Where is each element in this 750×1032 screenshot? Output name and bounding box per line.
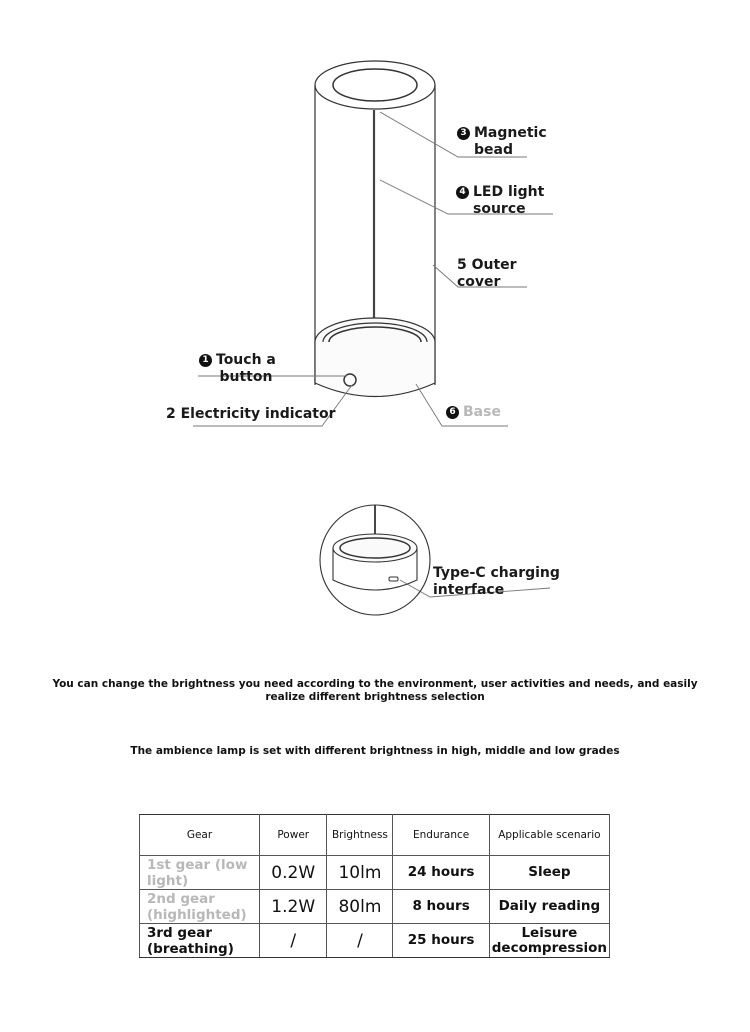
gear-cell: 2nd gear (highlighted)	[140, 890, 260, 924]
power-cell: /	[260, 924, 327, 958]
callout-label: Magnetic bead	[474, 125, 547, 158]
callout-base	[446, 404, 516, 421]
gear-cell: 3rd gear (breathing)	[140, 924, 260, 958]
brightness-description: You can change the brightness you need according to the environment, user activities and needs, and easily realize different brightness selection	[52, 678, 698, 703]
table-header-row	[140, 815, 610, 856]
endurance-cell: 25 hours	[393, 924, 489, 958]
callout-outer-cover	[457, 257, 557, 291]
power-cell: 0.2W	[260, 856, 327, 890]
table-row	[140, 890, 610, 924]
table-row	[140, 924, 610, 958]
scenario-cell: Sleep	[489, 856, 609, 890]
grades-description: The ambience lamp is set with different brightness in high, middle and low grades	[130, 745, 620, 757]
brightness-spec-table	[139, 814, 610, 958]
callout-label: Type-C charging interface	[433, 565, 560, 598]
callout-number-badge: 6	[446, 406, 459, 419]
lamp-illustration	[315, 61, 435, 397]
scenario-cell: Leisure decompression	[489, 924, 609, 958]
callout-touch-button	[199, 352, 309, 386]
endurance-cell: 24 hours	[393, 856, 489, 890]
callout-electricity-indicator	[166, 406, 346, 423]
callout-led-light-source	[456, 184, 566, 218]
gear-cell: 1st gear (low light)	[140, 856, 260, 890]
header-brightness: Brightness	[327, 815, 393, 856]
power-cell: 1.2W	[260, 890, 327, 924]
brightness-cell: 10lm	[327, 856, 393, 890]
callout-number-badge: 3	[457, 127, 470, 140]
callout-magnetic-bead	[457, 125, 567, 159]
callout-label: Base	[463, 404, 501, 420]
endurance-cell: 8 hours	[393, 890, 489, 924]
brightness-cell: 80lm	[327, 890, 393, 924]
callout-label: Touch a button	[216, 352, 276, 385]
callout-label: LED light source	[473, 184, 545, 217]
callout-label: 5 Outer cover	[457, 257, 517, 290]
charging-detail-illustration	[320, 505, 430, 615]
header-gear: Gear	[140, 815, 260, 856]
callout-number-badge: 1	[199, 354, 212, 367]
scenario-cell: Daily reading	[489, 890, 609, 924]
header-endurance: Endurance	[393, 815, 489, 856]
header-scenario: Applicable scenario	[489, 815, 609, 856]
callout-label: 2 Electricity indicator	[166, 406, 336, 422]
callout-number-badge: 4	[456, 186, 469, 199]
table-row	[140, 856, 610, 890]
brightness-cell: /	[327, 924, 393, 958]
header-power: Power	[260, 815, 327, 856]
callout-type-c-interface	[433, 565, 573, 599]
